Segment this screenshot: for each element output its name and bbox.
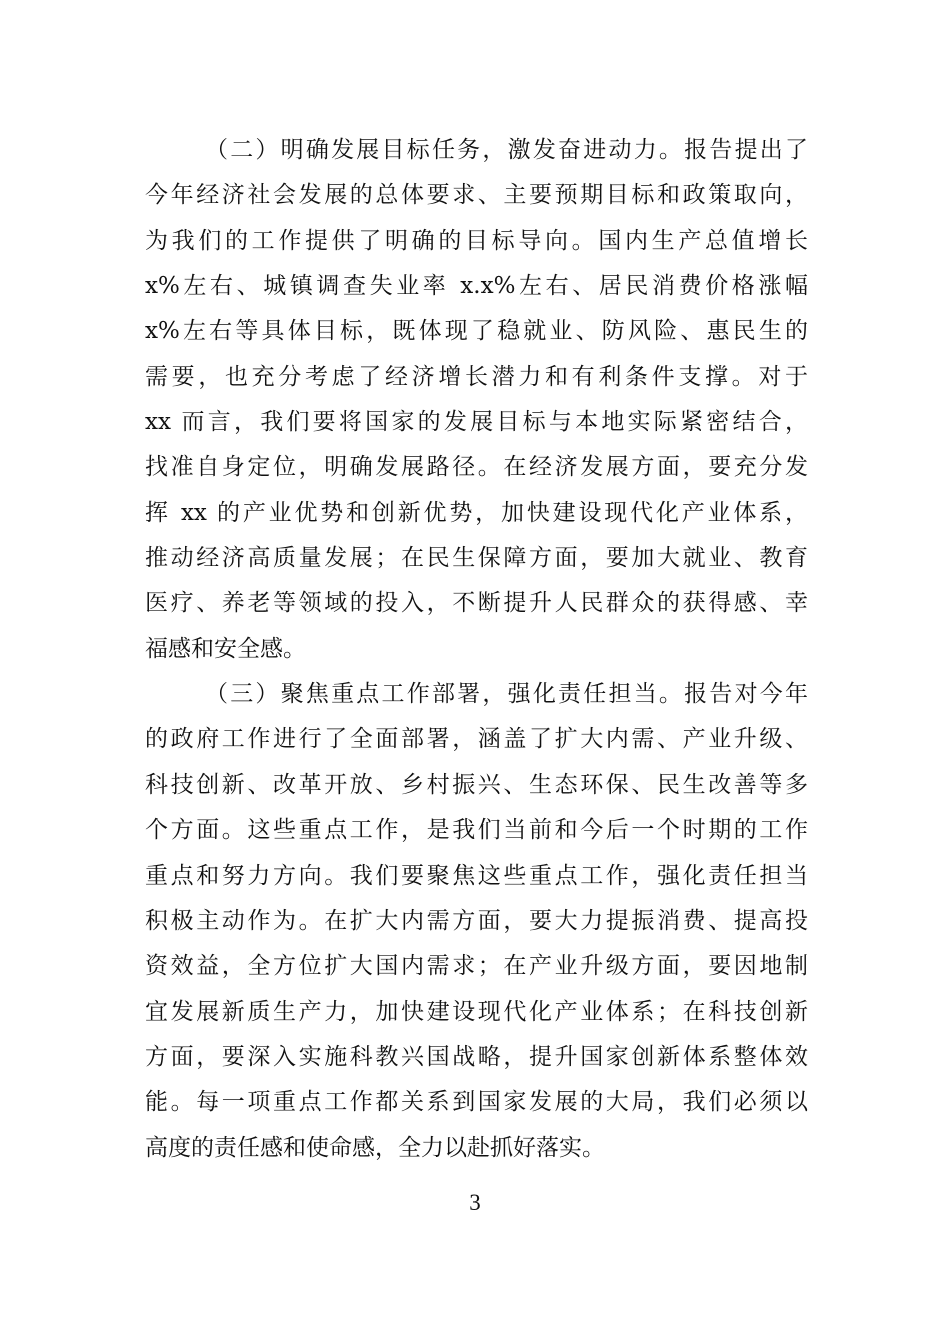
paragraph-3-line-2: 的政府工作进行了全面部署，涵盖了扩大内需、产业升级、 <box>145 726 808 753</box>
paragraph-2-line-8: 找准自身定位，明确发展路径。在经济发展方面，要充分发 <box>145 454 808 481</box>
paragraph-2-line-6: 需要，也充分考虑了经济增长潜力和有利条件支撑。对于 <box>145 363 808 390</box>
paragraph-2-line-7: xx 而言，我们要将国家的发展目标与本地实际紧密结合， <box>145 409 808 436</box>
paragraph-3-line-11: 高度的责任感和使命感，全力以赴抓好落实。 <box>145 1134 605 1161</box>
paragraph-2-line-1: （二）明确发展目标任务，激发奋进动力。报告提出了 <box>205 137 808 163</box>
page-number: 3 <box>469 1190 481 1215</box>
paragraph-3-line-10: 能。每一项重点工作都关系到国家发展的大局，我们必须以 <box>145 1089 808 1116</box>
paragraph-3-line-1: （三）聚焦重点工作部署，强化责任担当。报告对今年 <box>205 681 808 708</box>
paragraph-3-line-9: 方面，要深入实施科教兴国战略，提升国家创新体系整体效 <box>145 1043 808 1070</box>
paragraph-2-line-5: x%左右等具体目标，既体现了稳就业、防风险、惠民生的 <box>145 318 808 345</box>
paragraph-3-line-5: 重点和努力方向。我们要聚焦这些重点工作，强化责任担当 <box>145 862 808 889</box>
paragraph-2-line-11: 医疗、养老等领域的投入，不断提升人民群众的获得感、幸 <box>145 590 808 617</box>
paragraph-2-line-9: 挥 xx 的产业优势和创新优势，加快建设现代化产业体系， <box>145 499 808 526</box>
paragraph-3-line-8: 宜发展新质生产力，加快建设现代化产业体系；在科技创新 <box>145 998 808 1025</box>
paragraph-3-line-3: 科技创新、改革开放、乡村振兴、生态环保、民生改善等多 <box>145 771 808 798</box>
paragraph-2-line-12: 福感和安全感。 <box>145 635 306 662</box>
paragraph-2-line-10: 推动经济高质量发展；在民生保障方面，要加大就业、教育 <box>145 545 808 572</box>
paragraph-2-line-3: 为我们的工作提供了明确的目标导向。国内生产总值增长 <box>145 227 808 254</box>
paragraph-3-line-7: 资效益，全方位扩大国内需求；在产业升级方面，要因地制 <box>145 953 808 980</box>
paragraph-2-line-4: x%左右、城镇调查失业率 x.x%左右、居民消费价格涨幅 <box>145 273 808 300</box>
paragraph-3-line-4: 个方面。这些重点工作，是我们当前和今后一个时期的工作 <box>145 817 808 844</box>
body-text <box>145 128 808 1171</box>
paragraph-3-line-6: 积极主动作为。在扩大内需方面，要大力提振消费、提高投 <box>145 907 808 934</box>
paragraph-2-line-2: 今年经济社会发展的总体要求、主要预期目标和政策取向， <box>145 182 808 209</box>
